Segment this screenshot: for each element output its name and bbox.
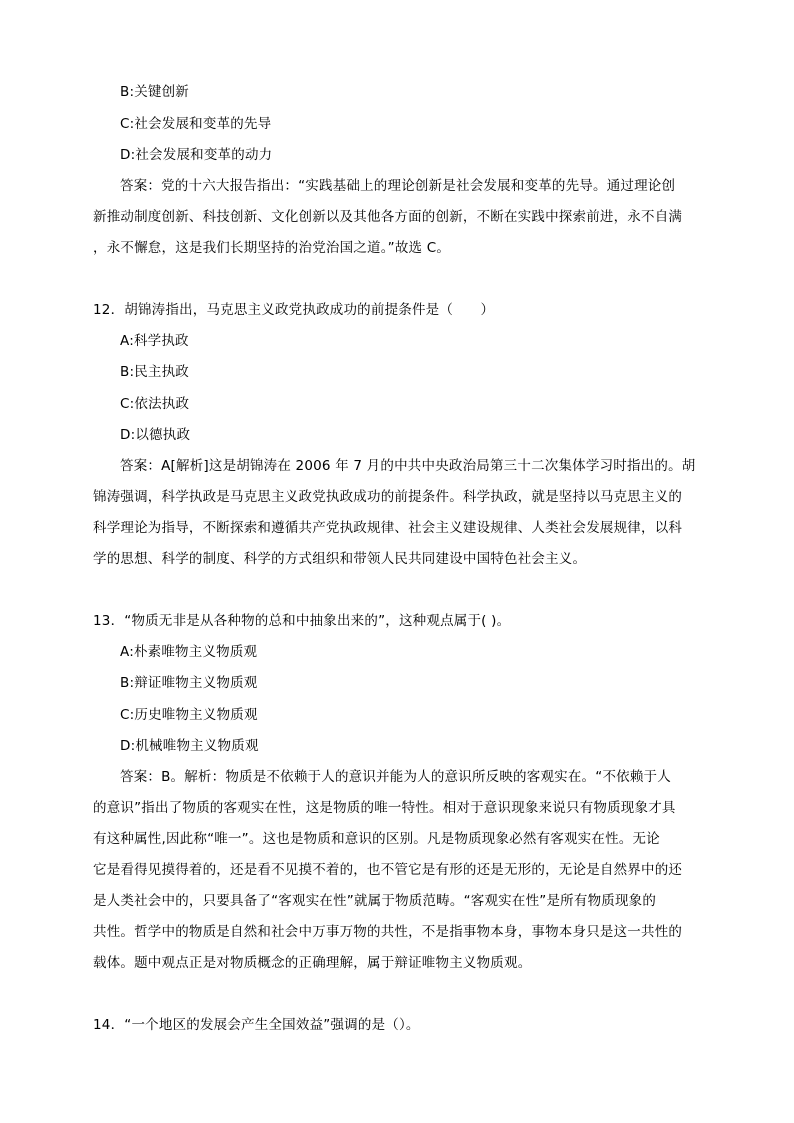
option-d: D:以德执政 (120, 427, 191, 443)
option-c: C:社会发展和变革的先导 (120, 116, 272, 132)
answer-line: 锦涛强调，科学执政是马克思主义政党执政成功的前提条件。科学执政，就是坚持以马克思主义的 (93, 489, 683, 505)
question-13: 13．“物质无非是从各种物的总和中抽象出来的”，这种观点属于( )。 (93, 613, 511, 629)
answer-line: 答案：A[解析]这是胡锦涛在 2006 年 7 月的中共中央政治局第三十二次集体学习时指出的。胡 (120, 458, 696, 474)
option-b: B:关键创新 (120, 84, 190, 100)
option-b: B:民主执政 (120, 364, 190, 380)
answer-line: 学的思想、科学的制度、科学的方式组织和带领人民共同建设中国特色社会主义。 (93, 551, 587, 567)
answer-line: 是人类社会中的，只要具备了“客观实在性”就属于物质范畴。“客观实在性”是所有物质现象的 (93, 893, 657, 909)
option-d: D:机械唯物主义物质观 (120, 738, 259, 754)
answer-line: 的意识”指出了物质的客观实在性，这是物质的唯一特性。相对于意识现象来说只有物质现象才具 (93, 800, 676, 816)
answer-line: 载体。题中观点正是对物质概念的正确理解，属于辩证唯物主义物质观。 (93, 955, 532, 971)
answer-line: ，永不懈怠，这是我们长期坚持的治党治国之道。”故选 C。 (93, 240, 451, 256)
option-c: C:历史唯物主义物质观 (120, 707, 258, 723)
answer-line: 它是看得见摸得着的，还是看不见摸不着的，也不管它是有形的还是无形的，无论是自然界中的还 (93, 862, 683, 878)
answer-line: 答案：B。解析：物质是不依赖于人的意识并能为人的意识所反映的客观实在。“不依赖于人 (120, 769, 671, 785)
option-d: D:社会发展和变革的动力 (120, 147, 273, 163)
answer-line: 新推动制度创新、科技创新、文化创新以及其他各方面的创新，不断在实践中探索前进，永不自满 (93, 209, 683, 225)
option-a: A:科学执政 (120, 333, 189, 349)
option-b: B:辩证唯物主义物质观 (120, 675, 258, 691)
question-12: 12．胡锦涛指出，马克思主义政党执政成功的前提条件是（ ） (93, 302, 495, 318)
answer-line: 科学理论为指导，不断探索和遵循共产党执政规律、社会主义建设规律、人类社会发展规律，以科 (93, 520, 683, 536)
question-14: 14．“一个地区的发展会产生全国效益”强调的是（）。 (93, 1017, 420, 1033)
answer-line: 答案：党的十六大报告指出：“实践基础上的理论创新是社会发展和变革的先导。通过理论创 (120, 178, 676, 194)
answer-line: 有这种属性,因此称“唯一”。这也是物质和意识的区别。凡是物质现象必然有客观实在性。无论 (93, 831, 660, 847)
option-a: A:朴素唯物主义物质观 (120, 644, 258, 660)
option-c: C:依法执政 (120, 396, 190, 412)
answer-line: 共性。哲学中的物质是自然和社会中万事万物的共性，不是指事物本身，事物本身只是这一共性的 (93, 924, 683, 940)
